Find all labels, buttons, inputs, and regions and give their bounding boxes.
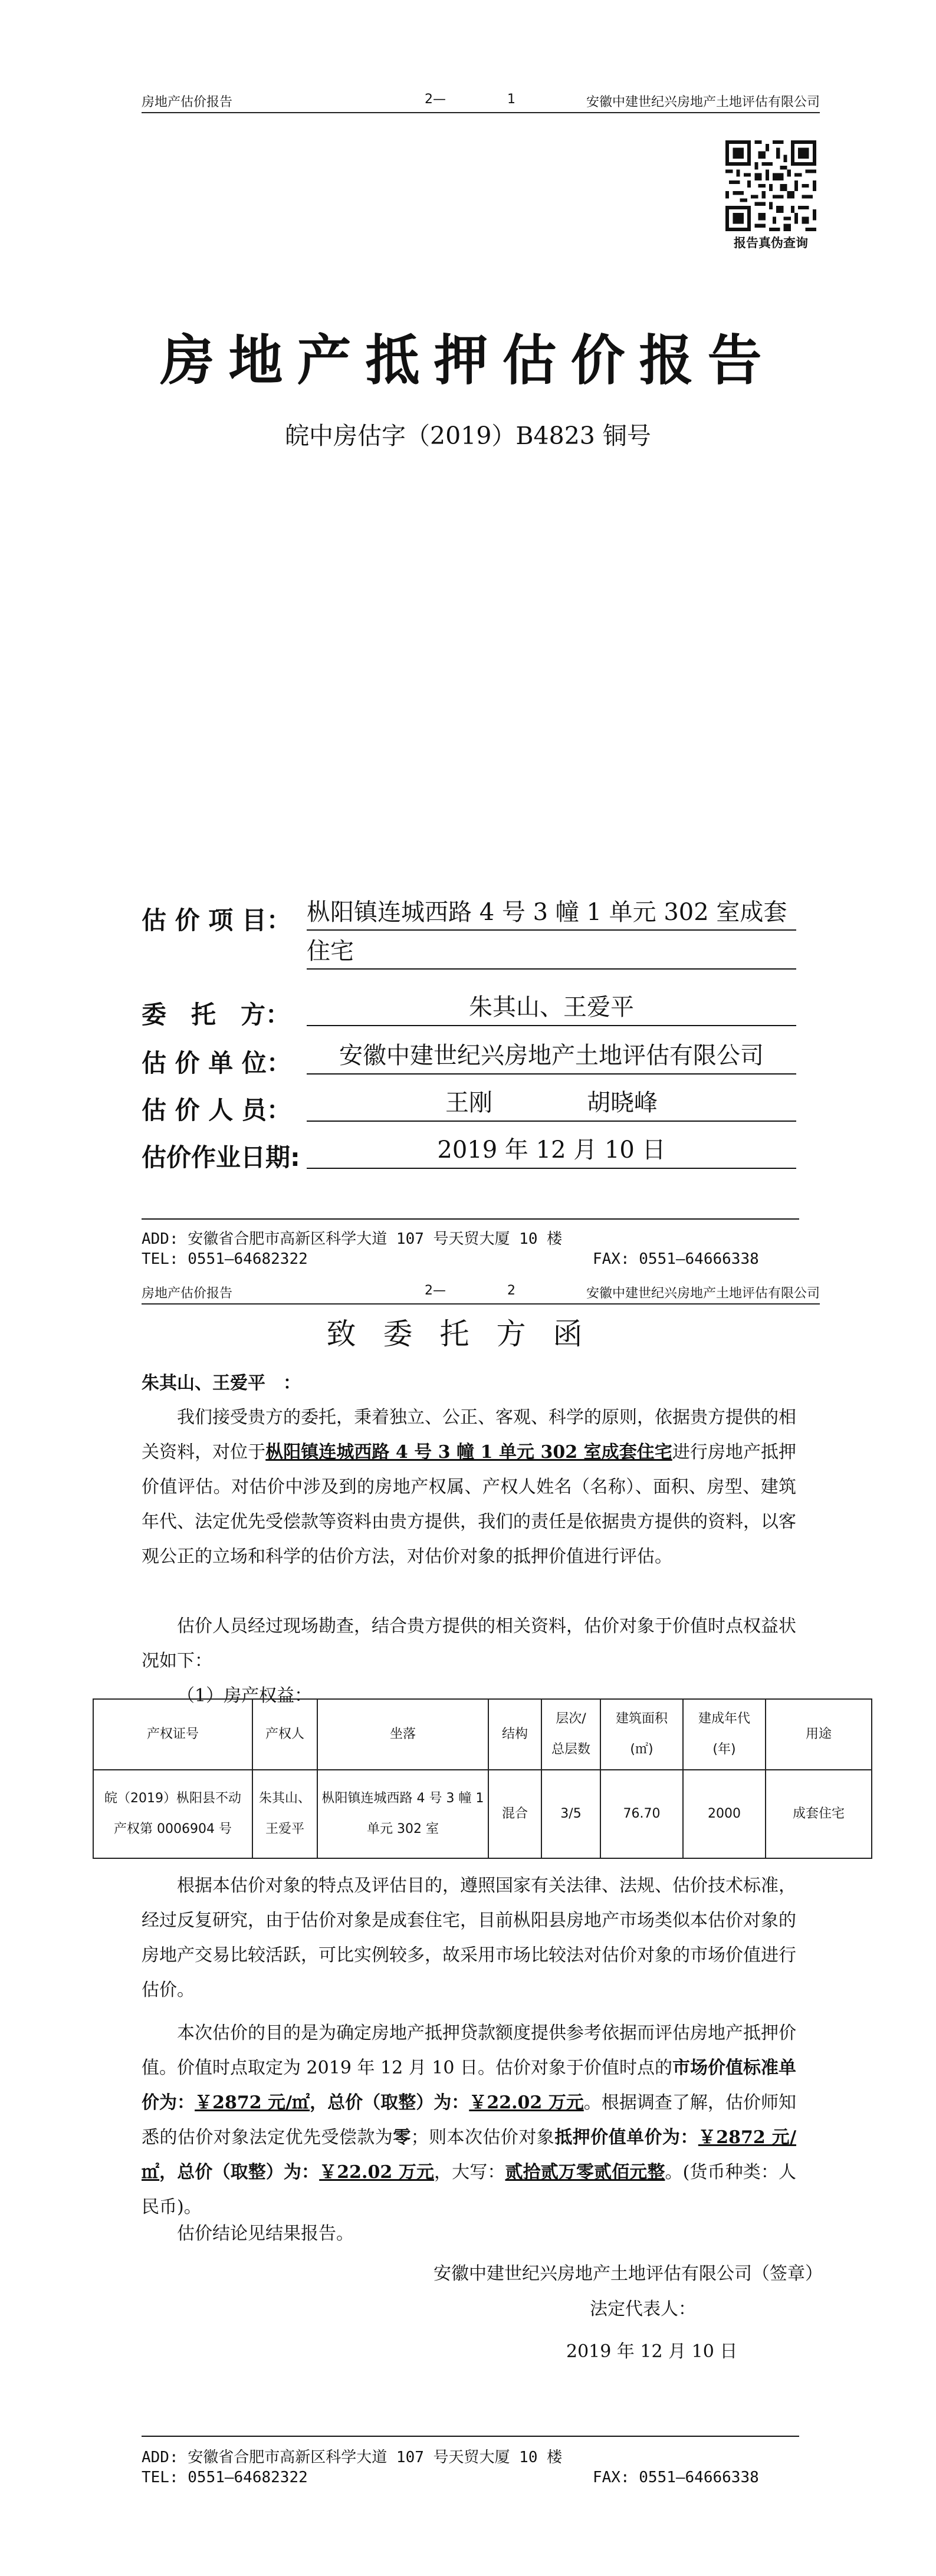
p5-mortgage-unit-label: 抵押价值单价为： xyxy=(554,2127,698,2148)
client-value: 朱其山、王爱平 xyxy=(307,990,796,1026)
report-number: 皖中房估字（2019）B4823 铜号 xyxy=(285,422,651,450)
col-owner: 产权人 xyxy=(252,1699,317,1770)
project-value-line2: 住宅 xyxy=(307,934,796,970)
letter-paragraph-2: 估价人员经过现场勘查，结合贵方提供的相关资料，估价对象于价值时点权益状况如下： xyxy=(142,1616,796,1671)
page-header xyxy=(142,1279,820,1305)
letter-paragraph-5 xyxy=(142,2016,796,2225)
col-location: 坐落 xyxy=(317,1699,488,1770)
cell-cert-l2: 产权第 0006904 号 xyxy=(114,1822,232,1836)
p1-property-address: 枞阳镇连城西路 4 号 3 幢 1 单元 302 室成套住宅 xyxy=(265,1442,672,1463)
p5-a: 本次估价的目的是为确定房地产抵押贷款额度提供参考依据而评估房地产抵押价值。价值时点取定为 2019 年 12 月 10 日。估价对象于价值时点的 xyxy=(142,2023,796,2078)
col-year-l1: 建成年代 xyxy=(698,1711,750,1726)
cell-cert xyxy=(93,1770,252,1858)
cell-owner xyxy=(252,1770,317,1858)
p5-priority-amount: 零 xyxy=(393,2127,411,2148)
cell-floor: 3/5 xyxy=(541,1770,600,1858)
col-floor-l1: 层次/ xyxy=(556,1711,586,1726)
p1-text-a: 我们接受贵方的委托，秉着独立、公正、客观、科学的原则，依据贵方提供的相关资料，对位于 xyxy=(142,1407,796,1463)
appraiser-org-value: 安徽中建世纪兴房地产土地评估有限公司 xyxy=(307,1038,796,1075)
p5-mortgage-total: ￥22.02 万元 xyxy=(319,2162,434,2183)
header-page-number: 1 xyxy=(507,92,515,107)
header-report-name: 房地产估价报告 xyxy=(142,1286,233,1301)
col-floor xyxy=(541,1699,600,1770)
footer-address: ADD: 安徽省合肥市高新区科学大道 107 号天贸大厦 10 楼 xyxy=(142,2449,563,2466)
footer-divider xyxy=(142,2436,799,2437)
signature-date: 2019 年 12 月 10 日 xyxy=(566,2341,738,2362)
table-row xyxy=(93,1770,872,1858)
p5-market-total: ￥22.02 万元 xyxy=(469,2092,584,2113)
p5-market-unit-price: ￥2872 元/㎡ xyxy=(195,2092,310,2113)
report-title: 房地产抵押估价报告 xyxy=(160,328,776,392)
footer-fax: FAX: 0551—64666338 xyxy=(593,1250,759,1268)
cell-location-l1: 枞阳镇连城西路 4 号 3 幢 1 xyxy=(321,1791,484,1806)
cell-structure: 混合 xyxy=(488,1770,541,1858)
cell-location-l2: 单元 302 室 xyxy=(367,1822,439,1836)
cell-area: 76.70 xyxy=(600,1770,683,1858)
col-area xyxy=(600,1699,683,1770)
col-floor-l2: 总层数 xyxy=(551,1742,590,1757)
footer-tel: TEL: 0551—64682322 xyxy=(142,2469,308,2486)
table-header-row xyxy=(93,1699,872,1770)
letter-paragraph-1 xyxy=(142,1400,796,1574)
p5-mortgage-total-label: ，总价（取整）为： xyxy=(159,2162,320,2183)
letter-paragraph-4: 根据本估价对象的特点及评估目的，遵照国家有关法律、法规、估价技术标准，经过反复研究，由于估价对象是成套住宅，目前枞阳县房地产市场类似本估价对象的房地产交易比较活跃，可比实例较多，故采用市场比较法对估价对象的市场价值进行估价。 xyxy=(142,1875,796,2000)
appraiser-org-label: 估 价 单 位： xyxy=(142,1049,291,1077)
work-date-value: 2019 年 12 月 10 日 xyxy=(307,1132,796,1169)
signature-company: 安徽中建世纪兴房地产土地评估有限公司（签章） xyxy=(433,2263,823,2284)
cell-cert-l1: 皖（2019）枞阳县不动 xyxy=(104,1791,241,1806)
p5-o: 。(货币种类：人民币)。 xyxy=(142,2162,797,2217)
letter-salutation: 朱其山、王爱平 ： xyxy=(142,1373,301,1394)
letter-section-rights: （1）房产权益： xyxy=(177,1685,313,1706)
qr-caption: 报告真伪查询 xyxy=(734,236,808,250)
col-area-l1: 建筑面积 xyxy=(615,1711,668,1726)
letter-title: 致委托方函 xyxy=(326,1317,610,1351)
p5-h: ；则本次估价对象 xyxy=(410,2127,555,2148)
header-page-number: 2 xyxy=(507,1283,515,1298)
cell-year: 2000 xyxy=(683,1770,766,1858)
cell-owner-l1: 朱其山、 xyxy=(258,1791,311,1806)
page-header xyxy=(142,87,820,113)
project-label: 估 价 项 目： xyxy=(142,906,291,935)
footer-divider xyxy=(142,1218,799,1220)
header-report-name: 房地产估价报告 xyxy=(142,95,233,110)
p5-market-total-label: ，总价（取整）为： xyxy=(310,2092,469,2113)
footer-fax: FAX: 0551—64666338 xyxy=(593,2469,759,2486)
qr-code-icon[interactable] xyxy=(725,140,816,231)
signature-representative: 法定代表人： xyxy=(590,2299,696,2319)
property-rights-table xyxy=(93,1698,872,1859)
cell-use: 成套住宅 xyxy=(766,1770,872,1858)
letter-paragraph-6: 估价结论见结果报告。 xyxy=(177,2223,354,2244)
col-area-l2: (㎡) xyxy=(630,1742,653,1757)
cover-page xyxy=(0,0,936,1274)
footer-tel: TEL: 0551—64682322 xyxy=(142,1250,308,1268)
appraiser-staff-label: 估 价 人 员： xyxy=(142,1096,291,1125)
work-date-label: 估价作业日期: xyxy=(142,1143,300,1172)
p5-market-unit-label: 市场价值标准单价为： xyxy=(142,2058,796,2113)
col-use: 用途 xyxy=(766,1699,872,1770)
col-cert: 产权证号 xyxy=(93,1699,252,1770)
p1-text-c: 进行房地产抵押价值评估。对估价中涉及到的房地产权属、产权人姓名（名称）、面积、房型、建筑年代、法定优先受偿款等资料由贵方提供，我们的责任是依据贵方提供的资料，以客观公正的立场和科学的估价方法，对估价对象的抵押价值进行评估。 xyxy=(142,1442,797,1567)
p5-m: ，大写： xyxy=(434,2162,505,2183)
col-year xyxy=(683,1699,766,1770)
footer-address: ADD: 安徽省合肥市高新区科学大道 107 号天贸大厦 10 楼 xyxy=(142,1230,563,1248)
header-page-prefix: 2— xyxy=(425,1283,446,1298)
header-page-prefix: 2— xyxy=(425,92,446,107)
header-company: 安徽中建世纪兴房地产土地评估有限公司 xyxy=(586,95,820,110)
p5-mortgage-unit-price: ￥2872 元/㎡ xyxy=(142,2127,797,2183)
p5-f: 。根据调查了解，估价师知悉的估价对象法定优先受偿款为 xyxy=(142,2092,797,2148)
appraiser-staff-value: 王刚 胡晓峰 xyxy=(307,1085,796,1122)
header-company: 安徽中建世纪兴房地产土地评估有限公司 xyxy=(586,1286,820,1301)
cell-owner-l2: 王爱平 xyxy=(265,1822,304,1836)
col-structure: 结构 xyxy=(488,1699,541,1770)
col-year-l2: (年) xyxy=(712,1742,736,1757)
project-value-line1: 枞阳镇连城西路 4 号 3 幢 1 单元 302 室成套 xyxy=(307,895,796,931)
p5-amount-in-words: 贰拾贰万零贰佰元整 xyxy=(505,2162,665,2183)
client-label: 委 托 方： xyxy=(142,1000,291,1029)
cell-location xyxy=(317,1770,488,1858)
